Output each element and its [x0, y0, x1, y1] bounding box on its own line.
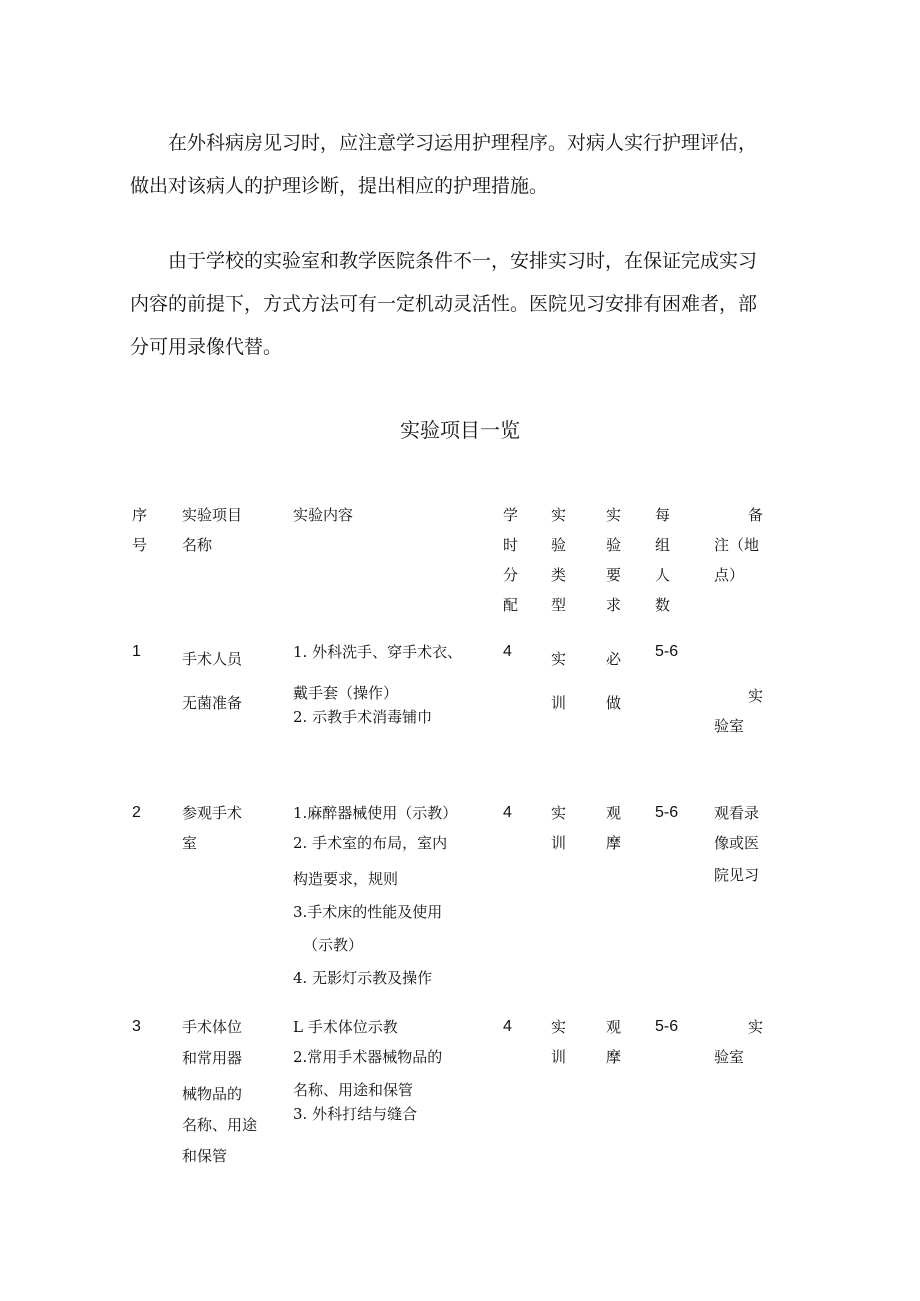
row-type: 实 训	[551, 1018, 567, 1066]
row-content: 1. 外科洗手、穿手术衣、 戴手套（操作） 2. 示教手术消毒铺巾	[293, 643, 463, 726]
row-requirement: 必 做	[606, 650, 622, 712]
row-type: 实 训	[551, 650, 567, 712]
row-remark: 实 验室	[714, 1018, 764, 1066]
row-seq: 2	[132, 804, 141, 821]
header-group-size: 每 组 人 数	[655, 506, 671, 614]
row-name: 手术人员 无菌准备	[182, 650, 243, 712]
row-requirement: 观 摩	[606, 804, 622, 852]
table-title: 实验项目一览	[400, 418, 520, 442]
row-seq: 1	[132, 643, 141, 660]
header-hours: 学 时 分 配	[503, 506, 519, 614]
header-content: 实验内容	[293, 506, 354, 524]
header-seq: 序 号	[132, 506, 148, 554]
row-hours: 4	[503, 643, 512, 660]
row-content: 1.麻醉器械使用（示教） 2. 手术室的布局，室内 构造要求，规则 3.手术床的性能及使用 （示教） 4. 无影灯示教及操作	[293, 804, 458, 987]
row-seq: 3	[132, 1018, 141, 1035]
paragraph-line: 分可用录像代替。	[130, 336, 283, 358]
paragraph-2	[130, 240, 800, 369]
paragraph-line: 由于学校的实验室和教学医院条件不一，安排实习时，在保证完成实习	[168, 250, 758, 272]
row-hours: 4	[503, 804, 512, 821]
row-group-size: 5-6	[655, 1018, 679, 1035]
row-group-size: 5-6	[655, 643, 679, 660]
paragraph-1	[130, 122, 800, 208]
row-remark: 观看录 像或医 院见习	[714, 804, 760, 884]
row-remark: 实 验室	[714, 687, 764, 735]
row-requirement: 观 摩	[606, 1018, 622, 1066]
row-hours: 4	[503, 1018, 512, 1035]
header-requirement: 实 验 要 求	[606, 506, 622, 614]
header-type: 实 验 类 型	[551, 506, 567, 614]
paragraph-line: 做出对该病人的护理诊断，提出相应的护理措施。	[130, 175, 549, 197]
row-name: 参观手术 室	[182, 804, 243, 852]
row-content: L 手术体位示教 2.常用手术器械物品的 名称、用途和保管 3. 外科打结与缝合	[293, 1018, 443, 1123]
paragraph-line: 内容的前提下，方式方法可有一定机动灵活性。医院见习安排有困难者，部	[130, 293, 758, 315]
row-group-size: 5-6	[655, 804, 679, 821]
header-name: 实验项目 名称	[182, 506, 243, 554]
row-type: 实 训	[551, 804, 567, 852]
row-name: 手术体位 和常用器 械物品的 名称、用途 和保管	[182, 1018, 258, 1165]
header-remark: 备 注（地 点）	[714, 506, 764, 584]
paragraph-line: 在外科病房见习时，应注意学习运用护理程序。对病人实行护理评估，	[168, 132, 758, 154]
